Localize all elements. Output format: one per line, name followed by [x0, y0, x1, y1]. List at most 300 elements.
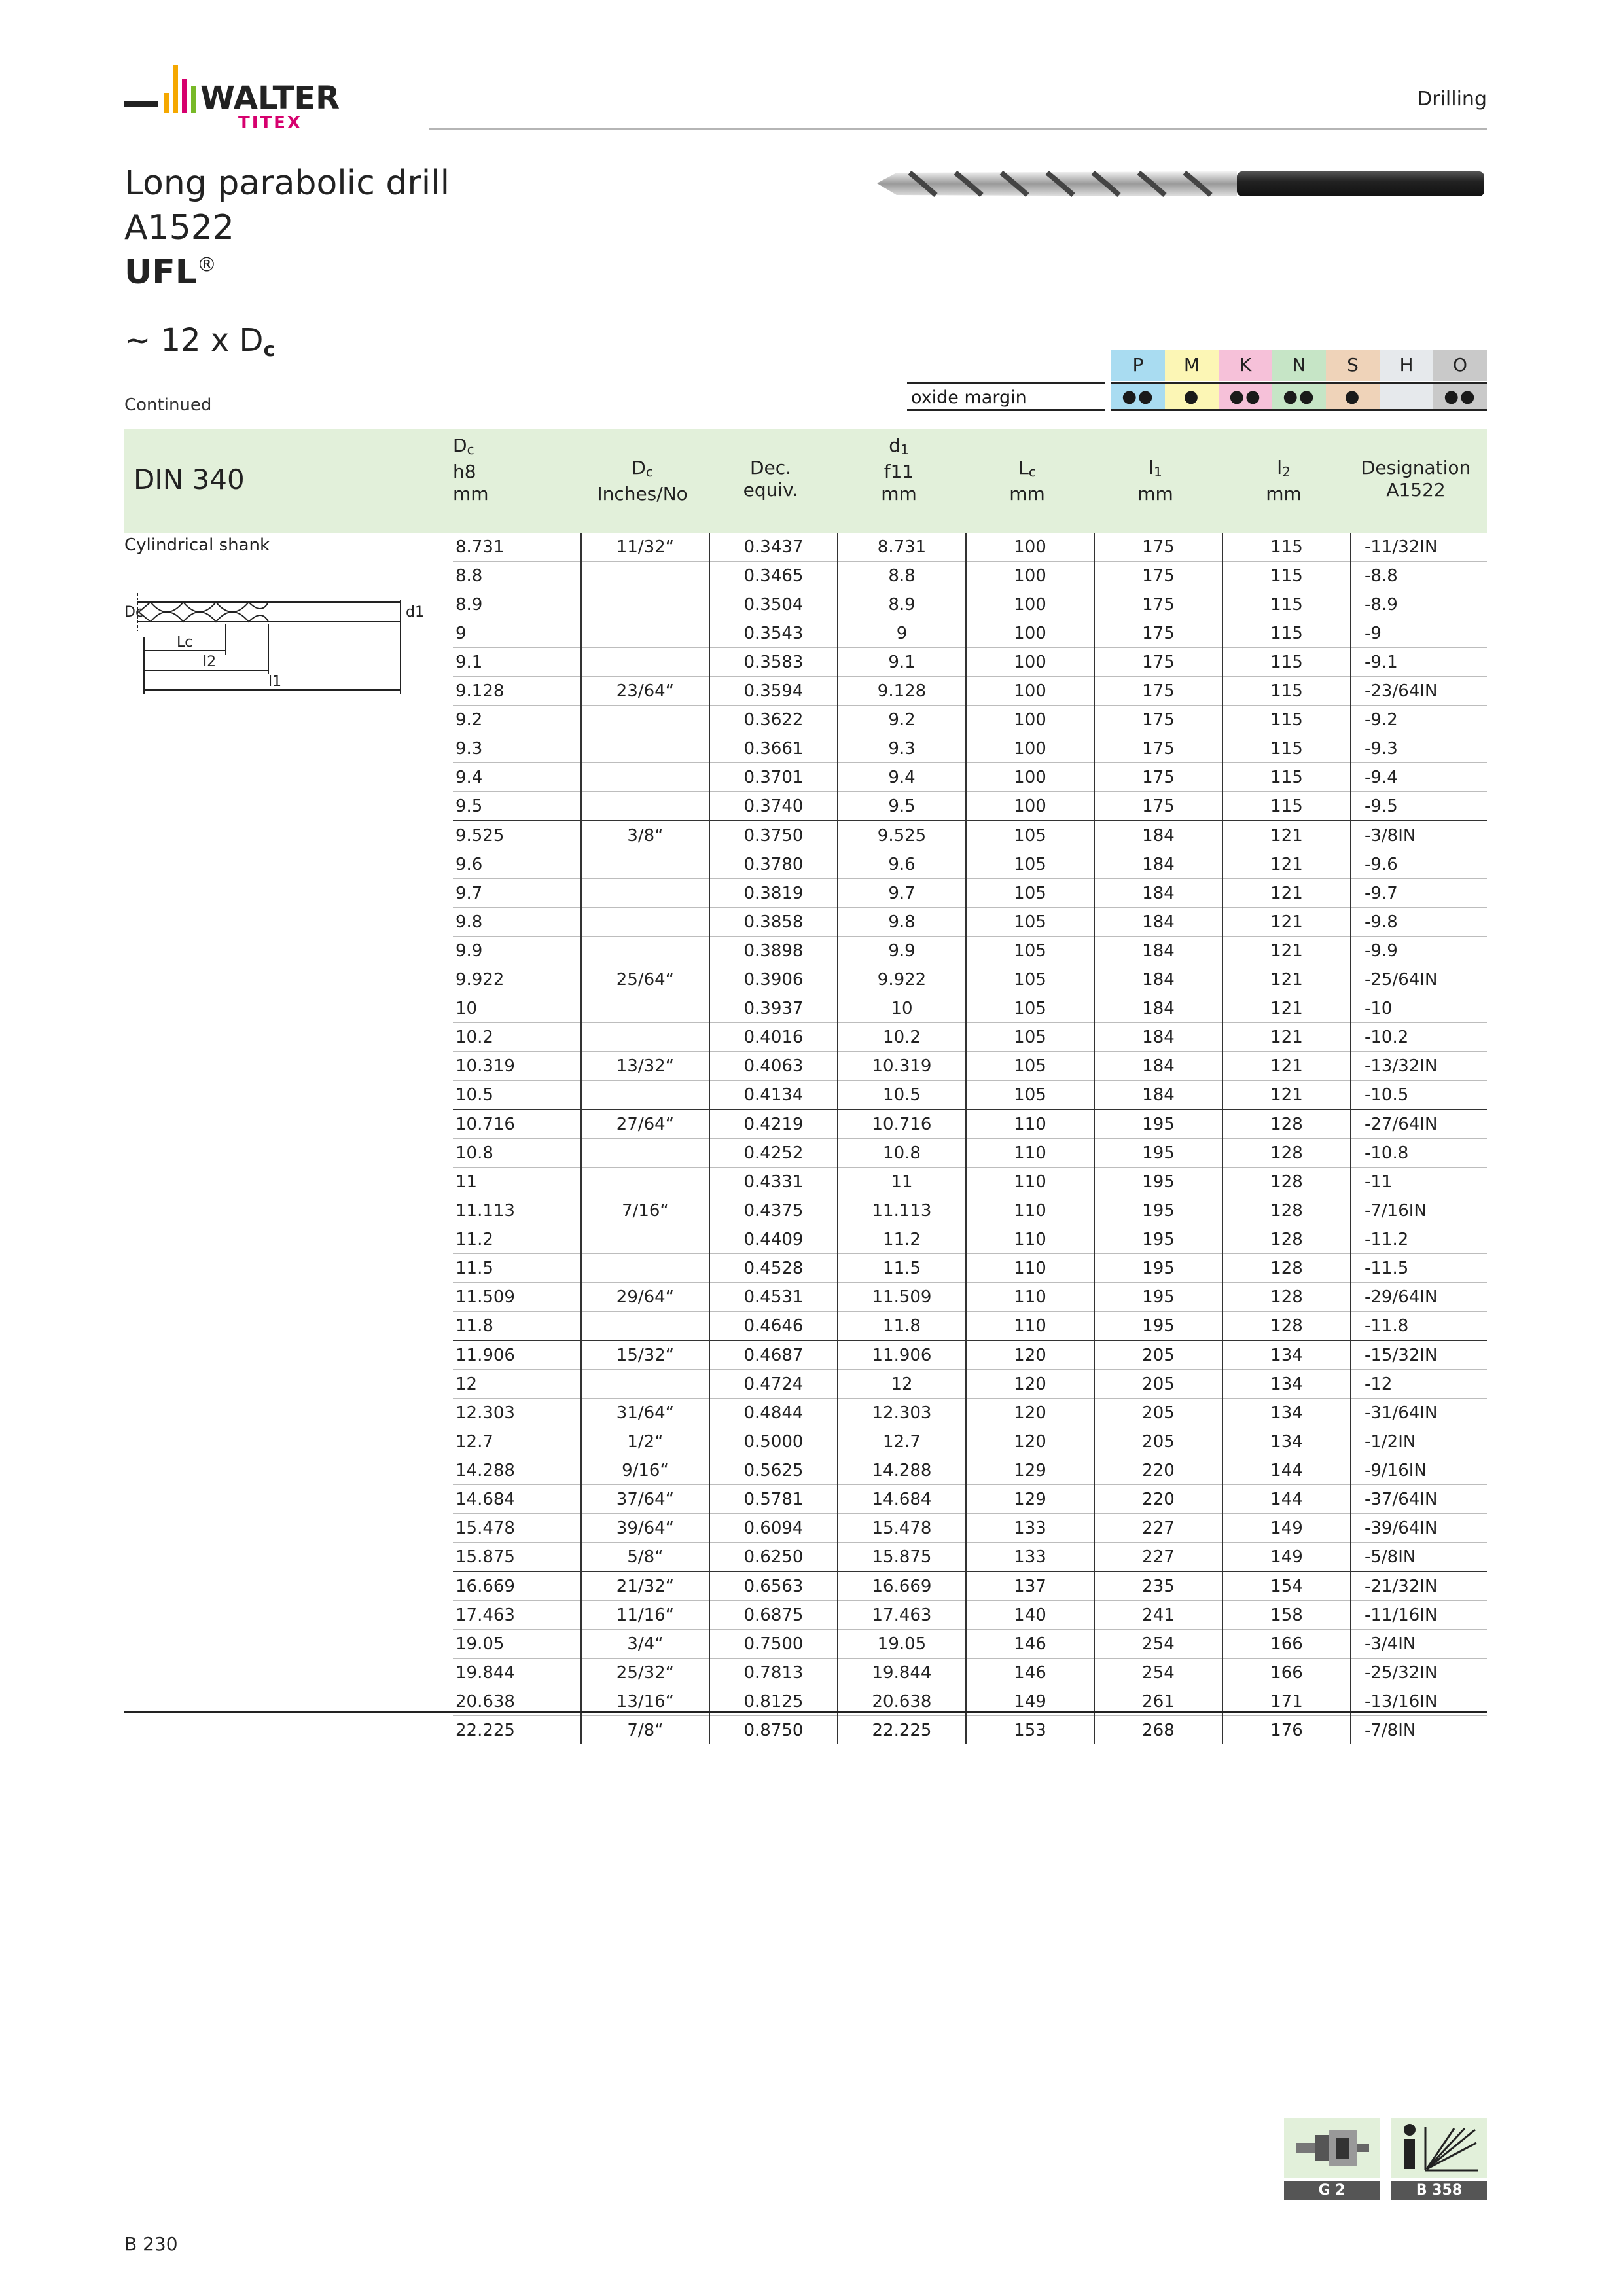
table-cell: 110: [966, 1168, 1094, 1196]
table-cell: 12.303: [453, 1399, 581, 1427]
table-cell: 100: [966, 763, 1094, 792]
table-cell: 1/2“: [581, 1427, 709, 1456]
table-cell: [581, 734, 709, 763]
table-cell: -7/8IN: [1351, 1716, 1487, 1745]
table-cell: 100: [966, 619, 1094, 648]
drill-size-table: [453, 533, 1487, 1744]
table-cell: -5/8IN: [1351, 1543, 1487, 1572]
tool-holder-icon: [1284, 2118, 1380, 2178]
table-row: [453, 1370, 1487, 1399]
table-cell: 120: [966, 1427, 1094, 1456]
table-cell: 0.4844: [709, 1399, 838, 1427]
table-cell: 195: [1094, 1139, 1222, 1168]
table-cell: 184: [1094, 908, 1222, 937]
table-cell: 0.4646: [709, 1312, 838, 1341]
table-cell: 121: [1222, 1081, 1351, 1110]
table-cell: 0.3898: [709, 937, 838, 965]
table-cell: 10.716: [453, 1109, 581, 1139]
suitability-dots: ●●: [1433, 382, 1487, 411]
table-cell: 120: [966, 1399, 1094, 1427]
table-cell: 220: [1094, 1456, 1222, 1485]
table-row: [453, 792, 1487, 821]
column-header: $D_c$ h8 mm: [453, 435, 489, 505]
table-cell: 10.8: [453, 1139, 581, 1168]
table-cell: 149: [1222, 1543, 1351, 1572]
table-cell: 11.906: [453, 1340, 581, 1370]
table-cell: 115: [1222, 706, 1351, 734]
table-cell: 11.8: [838, 1312, 966, 1341]
table-cell: 14.288: [838, 1456, 966, 1485]
table-cell: 9/16“: [581, 1456, 709, 1485]
table-cell: -13/16IN: [1351, 1687, 1487, 1716]
table-cell: -10: [1351, 994, 1487, 1023]
table-row: [453, 1196, 1487, 1225]
table-cell: -11.2: [1351, 1225, 1487, 1254]
table-cell: 27/64“: [581, 1109, 709, 1139]
table-cell: 9.3: [453, 734, 581, 763]
table-cell: 11.2: [838, 1225, 966, 1254]
table-cell: [581, 850, 709, 879]
table-cell: 12.303: [838, 1399, 966, 1427]
table-cell: 105: [966, 821, 1094, 850]
material-m: [1165, 350, 1219, 412]
table-cell: 0.7813: [709, 1659, 838, 1687]
length-ratio: ~ 12 x Dc: [124, 322, 276, 361]
table-cell: 195: [1094, 1312, 1222, 1341]
table-cell: 115: [1222, 648, 1351, 677]
table-cell: [581, 562, 709, 590]
table-cell: 37/64“: [581, 1485, 709, 1514]
table-row: [453, 734, 1487, 763]
table-cell: 10.5: [453, 1081, 581, 1110]
table-cell: 0.4409: [709, 1225, 838, 1254]
table-cell: 9.525: [453, 821, 581, 850]
table-cell: -25/64IN: [1351, 965, 1487, 994]
table-cell: 110: [966, 1225, 1094, 1254]
svg-text:Lc: Lc: [177, 634, 193, 651]
table-cell: 0.5625: [709, 1456, 838, 1485]
oxide-margin-label: oxide margin: [907, 382, 1105, 411]
table-cell: 14.684: [838, 1485, 966, 1514]
table-row: [453, 1109, 1487, 1139]
table-cell: -27/64IN: [1351, 1109, 1487, 1139]
table-cell: 10.2: [838, 1023, 966, 1052]
table-cell: 0.4252: [709, 1139, 838, 1168]
table-cell: 0.6250: [709, 1543, 838, 1572]
table-cell: 16.669: [453, 1571, 581, 1601]
table-cell: 146: [966, 1630, 1094, 1659]
table-cell: 0.3701: [709, 763, 838, 792]
table-cell: 115: [1222, 590, 1351, 619]
table-cell: [581, 1312, 709, 1341]
svg-text:d1: d1: [406, 604, 424, 620]
table-cell: -9: [1351, 619, 1487, 648]
table-cell: 21/32“: [581, 1571, 709, 1601]
table-cell: 9.1: [453, 648, 581, 677]
table-cell: -11.8: [1351, 1312, 1487, 1341]
table-cell: -9.5: [1351, 792, 1487, 821]
table-cell: 100: [966, 706, 1094, 734]
table-cell: -10.8: [1351, 1139, 1487, 1168]
table-cell: 0.4687: [709, 1340, 838, 1370]
table-cell: 227: [1094, 1543, 1222, 1572]
table-cell: 115: [1222, 533, 1351, 562]
table-cell: 100: [966, 648, 1094, 677]
table-cell: 20.638: [838, 1687, 966, 1716]
table-cell: 166: [1222, 1659, 1351, 1687]
table-cell: 11: [838, 1168, 966, 1196]
table-bottom-rule: [124, 1711, 1487, 1713]
svg-text:Dc: Dc: [124, 604, 144, 620]
table-cell: [581, 1225, 709, 1254]
table-cell: 205: [1094, 1340, 1222, 1370]
table-cell: 175: [1094, 792, 1222, 821]
table-cell: 20.638: [453, 1687, 581, 1716]
table-cell: 11: [453, 1168, 581, 1196]
table-cell: 0.3819: [709, 879, 838, 908]
table-cell: 129: [966, 1485, 1094, 1514]
table-cell: 9.5: [453, 792, 581, 821]
table-cell: 261: [1094, 1687, 1222, 1716]
table-cell: 105: [966, 994, 1094, 1023]
table-cell: 144: [1222, 1456, 1351, 1485]
table-cell: 9.9: [838, 937, 966, 965]
table-cell: 0.3780: [709, 850, 838, 879]
table-cell: 166: [1222, 1630, 1351, 1659]
table-cell: 195: [1094, 1225, 1222, 1254]
table-cell: 195: [1094, 1283, 1222, 1312]
table-cell: 10.2: [453, 1023, 581, 1052]
table-cell: 128: [1222, 1168, 1351, 1196]
column-header: $L_c$ mm: [1009, 457, 1045, 505]
table-cell: 19.844: [453, 1659, 581, 1687]
table-cell: 0.4531: [709, 1283, 838, 1312]
table-cell: 11/16“: [581, 1601, 709, 1630]
table-cell: 12: [453, 1370, 581, 1399]
table-row: [453, 850, 1487, 879]
suitability-dots: ●●: [1111, 382, 1165, 411]
table-cell: 105: [966, 1081, 1094, 1110]
table-cell: [581, 1254, 709, 1283]
material-h: [1380, 350, 1433, 412]
table-row: [453, 763, 1487, 792]
table-cell: -21/32IN: [1351, 1571, 1487, 1601]
table-cell: 121: [1222, 994, 1351, 1023]
table-cell: 110: [966, 1196, 1094, 1225]
table-cell: 121: [1222, 965, 1351, 994]
table-row: [453, 1168, 1487, 1196]
table-cell: 0.7500: [709, 1630, 838, 1659]
table-cell: 121: [1222, 879, 1351, 908]
table-cell: 16.669: [838, 1571, 966, 1601]
table-cell: -29/64IN: [1351, 1283, 1487, 1312]
table-cell: 105: [966, 965, 1094, 994]
table-cell: 195: [1094, 1196, 1222, 1225]
table-cell: 29/64“: [581, 1283, 709, 1312]
table-cell: 9.4: [453, 763, 581, 792]
table-cell: 105: [966, 937, 1094, 965]
table-cell: 100: [966, 677, 1094, 706]
table-cell: [581, 908, 709, 937]
table-cell: -31/64IN: [1351, 1399, 1487, 1427]
table-row: [453, 1427, 1487, 1456]
table-cell: 115: [1222, 619, 1351, 648]
table-cell: 195: [1094, 1254, 1222, 1283]
table-cell: 0.4219: [709, 1109, 838, 1139]
reference-g2[interactable]: [1284, 2118, 1380, 2200]
svg-text:WALTER: WALTER: [200, 80, 340, 117]
table-cell: 0.3750: [709, 821, 838, 850]
table-cell: 144: [1222, 1485, 1351, 1514]
table-cell: -8.8: [1351, 562, 1487, 590]
table-cell: 115: [1222, 677, 1351, 706]
product-title: Long parabolic drill: [124, 164, 450, 203]
table-cell: 8.8: [838, 562, 966, 590]
table-cell: -9.8: [1351, 908, 1487, 937]
table-cell: 12.7: [453, 1427, 581, 1456]
material-n: [1272, 350, 1326, 412]
table-cell: 175: [1094, 734, 1222, 763]
table-cell: 129: [966, 1456, 1094, 1485]
table-cell: 128: [1222, 1196, 1351, 1225]
table-cell: 0.3740: [709, 792, 838, 821]
table-row: [453, 879, 1487, 908]
table-cell: 184: [1094, 879, 1222, 908]
table-cell: 9.9: [453, 937, 581, 965]
table-row: [453, 1283, 1487, 1312]
table-cell: [581, 937, 709, 965]
table-cell: 9.3: [838, 734, 966, 763]
table-cell: -9.2: [1351, 706, 1487, 734]
table-cell: 184: [1094, 1023, 1222, 1052]
table-cell: 15.875: [453, 1543, 581, 1572]
material-letter: P: [1111, 350, 1165, 381]
table-cell: -10.5: [1351, 1081, 1487, 1110]
table-cell: -13/32IN: [1351, 1052, 1487, 1081]
table-cell: 15.478: [838, 1514, 966, 1543]
table-cell: 184: [1094, 1052, 1222, 1081]
table-cell: 0.4528: [709, 1254, 838, 1283]
table-cell: 10: [838, 994, 966, 1023]
table-row: [453, 1514, 1487, 1543]
table-cell: 31/64“: [581, 1399, 709, 1427]
table-cell: 8.9: [453, 590, 581, 619]
table-cell: 175: [1094, 706, 1222, 734]
table-cell: 12.7: [838, 1427, 966, 1456]
table-cell: 11.509: [453, 1283, 581, 1312]
table-cell: 7/8“: [581, 1716, 709, 1745]
table-cell: 175: [1094, 619, 1222, 648]
table-cell: -3/8IN: [1351, 821, 1487, 850]
table-cell: 13/32“: [581, 1052, 709, 1081]
table-cell: 133: [966, 1514, 1094, 1543]
table-cell: 15/32“: [581, 1340, 709, 1370]
table-cell: 11.906: [838, 1340, 966, 1370]
table-cell: 110: [966, 1109, 1094, 1139]
table-cell: -9.4: [1351, 763, 1487, 792]
info-chart-icon: [1391, 2118, 1487, 2178]
table-row: [453, 1399, 1487, 1427]
table-cell: 9.8: [838, 908, 966, 937]
table-cell: [581, 763, 709, 792]
table-cell: 149: [1222, 1514, 1351, 1543]
table-cell: [581, 619, 709, 648]
table-cell: 0.6563: [709, 1571, 838, 1601]
table-cell: 146: [966, 1659, 1094, 1687]
table-cell: 149: [966, 1687, 1094, 1716]
table-cell: 115: [1222, 734, 1351, 763]
table-cell: 25/32“: [581, 1659, 709, 1687]
material-k: [1219, 350, 1272, 412]
table-cell: 175: [1094, 533, 1222, 562]
table-row: [453, 1225, 1487, 1254]
svg-text:l2: l2: [203, 654, 217, 670]
table-cell: 39/64“: [581, 1514, 709, 1543]
table-cell: 137: [966, 1571, 1094, 1601]
table-row: [453, 1139, 1487, 1168]
continued-label: Continued: [124, 395, 212, 415]
table-cell: 9.7: [453, 879, 581, 908]
table-cell: 205: [1094, 1399, 1222, 1427]
table-cell: [581, 879, 709, 908]
table-cell: 23/64“: [581, 677, 709, 706]
table-cell: -11/16IN: [1351, 1601, 1487, 1630]
table-cell: 110: [966, 1312, 1094, 1341]
table-cell: 205: [1094, 1427, 1222, 1456]
table-cell: -37/64IN: [1351, 1485, 1487, 1514]
reference-g2-label: G 2: [1284, 2181, 1380, 2200]
table-cell: 11.509: [838, 1283, 966, 1312]
table-cell: 134: [1222, 1340, 1351, 1370]
table-cell: -9/16IN: [1351, 1456, 1487, 1485]
table-cell: 134: [1222, 1399, 1351, 1427]
svg-text:TITEX: TITEX: [238, 113, 302, 133]
table-cell: 220: [1094, 1485, 1222, 1514]
table-cell: 10.8: [838, 1139, 966, 1168]
table-row: [453, 1081, 1487, 1110]
table-cell: 110: [966, 1254, 1094, 1283]
table-cell: 11/32“: [581, 533, 709, 562]
column-header: Dec. equiv.: [743, 457, 798, 501]
table-cell: 19.05: [838, 1630, 966, 1659]
table-cell: 12: [838, 1370, 966, 1399]
table-cell: 121: [1222, 908, 1351, 937]
table-cell: 0.5000: [709, 1427, 838, 1456]
table-cell: 105: [966, 1023, 1094, 1052]
table-cell: 110: [966, 1139, 1094, 1168]
table-cell: [581, 590, 709, 619]
table-row: [453, 1630, 1487, 1659]
table-cell: 9.1: [838, 648, 966, 677]
column-header: $d_1$ f11 mm: [881, 435, 917, 505]
material-letter: N: [1272, 350, 1326, 381]
table-cell: 100: [966, 590, 1094, 619]
table-cell: -7/16IN: [1351, 1196, 1487, 1225]
table-cell: 153: [966, 1716, 1094, 1745]
table-cell: 0.4724: [709, 1370, 838, 1399]
table-row: [453, 562, 1487, 590]
table-cell: 0.3858: [709, 908, 838, 937]
table-cell: 100: [966, 734, 1094, 763]
table-row: [453, 590, 1487, 619]
table-cell: 10.319: [838, 1052, 966, 1081]
reference-b358[interactable]: [1391, 2118, 1487, 2200]
material-letter: H: [1380, 350, 1433, 381]
table-cell: -39/64IN: [1351, 1514, 1487, 1543]
product-code: A1522: [124, 208, 234, 247]
table-cell: -10.2: [1351, 1023, 1487, 1052]
walter-titex-logo: [124, 60, 406, 132]
table-cell: 9.5: [838, 792, 966, 821]
table-cell: 8.8: [453, 562, 581, 590]
table-cell: 115: [1222, 792, 1351, 821]
table-cell: 17.463: [453, 1601, 581, 1630]
table-cell: 175: [1094, 590, 1222, 619]
table-cell: 0.6094: [709, 1514, 838, 1543]
table-row: [453, 821, 1487, 850]
table-cell: 3/8“: [581, 821, 709, 850]
drill-image: [870, 164, 1487, 203]
table-cell: 175: [1094, 562, 1222, 590]
table-cell: 154: [1222, 1571, 1351, 1601]
table-cell: 0.6875: [709, 1601, 838, 1630]
table-cell: 22.225: [838, 1716, 966, 1745]
table-cell: 0.3906: [709, 965, 838, 994]
table-row: [453, 677, 1487, 706]
table-cell: 9.128: [838, 677, 966, 706]
table-cell: 14.684: [453, 1485, 581, 1514]
table-cell: 115: [1222, 763, 1351, 792]
table-row: [453, 1456, 1487, 1485]
table-row: [453, 1716, 1487, 1745]
table-cell: 7/16“: [581, 1196, 709, 1225]
table-cell: [581, 792, 709, 821]
table-cell: 11.113: [453, 1196, 581, 1225]
table-cell: 9: [838, 619, 966, 648]
shank-type-label: Cylindrical shank: [124, 535, 270, 555]
table-cell: -23/64IN: [1351, 677, 1487, 706]
table-cell: 121: [1222, 1052, 1351, 1081]
table-cell: 184: [1094, 965, 1222, 994]
table-cell: 19.844: [838, 1659, 966, 1687]
table-cell: 105: [966, 1052, 1094, 1081]
table-cell: -25/32IN: [1351, 1659, 1487, 1687]
table-cell: 227: [1094, 1514, 1222, 1543]
table-cell: 100: [966, 533, 1094, 562]
table-cell: [581, 1023, 709, 1052]
table-row: [453, 1601, 1487, 1630]
table-cell: 235: [1094, 1571, 1222, 1601]
table-cell: -1/2IN: [1351, 1427, 1487, 1456]
table-cell: 19.05: [453, 1630, 581, 1659]
table-cell: -9.9: [1351, 937, 1487, 965]
table-cell: 9.128: [453, 677, 581, 706]
din-standard: DIN 340: [134, 463, 245, 495]
table-cell: 171: [1222, 1687, 1351, 1716]
material-p: [1111, 350, 1165, 412]
table-cell: 176: [1222, 1716, 1351, 1745]
table-cell: 0.3504: [709, 590, 838, 619]
table-cell: 9.525: [838, 821, 966, 850]
table-cell: 0.8125: [709, 1687, 838, 1716]
table-cell: -9.7: [1351, 879, 1487, 908]
table-cell: 9.6: [453, 850, 581, 879]
reference-b358-label: B 358: [1391, 2181, 1487, 2200]
table-cell: 128: [1222, 1225, 1351, 1254]
table-row: [453, 1023, 1487, 1052]
table-cell: 0.3437: [709, 533, 838, 562]
material-s: [1326, 350, 1380, 412]
